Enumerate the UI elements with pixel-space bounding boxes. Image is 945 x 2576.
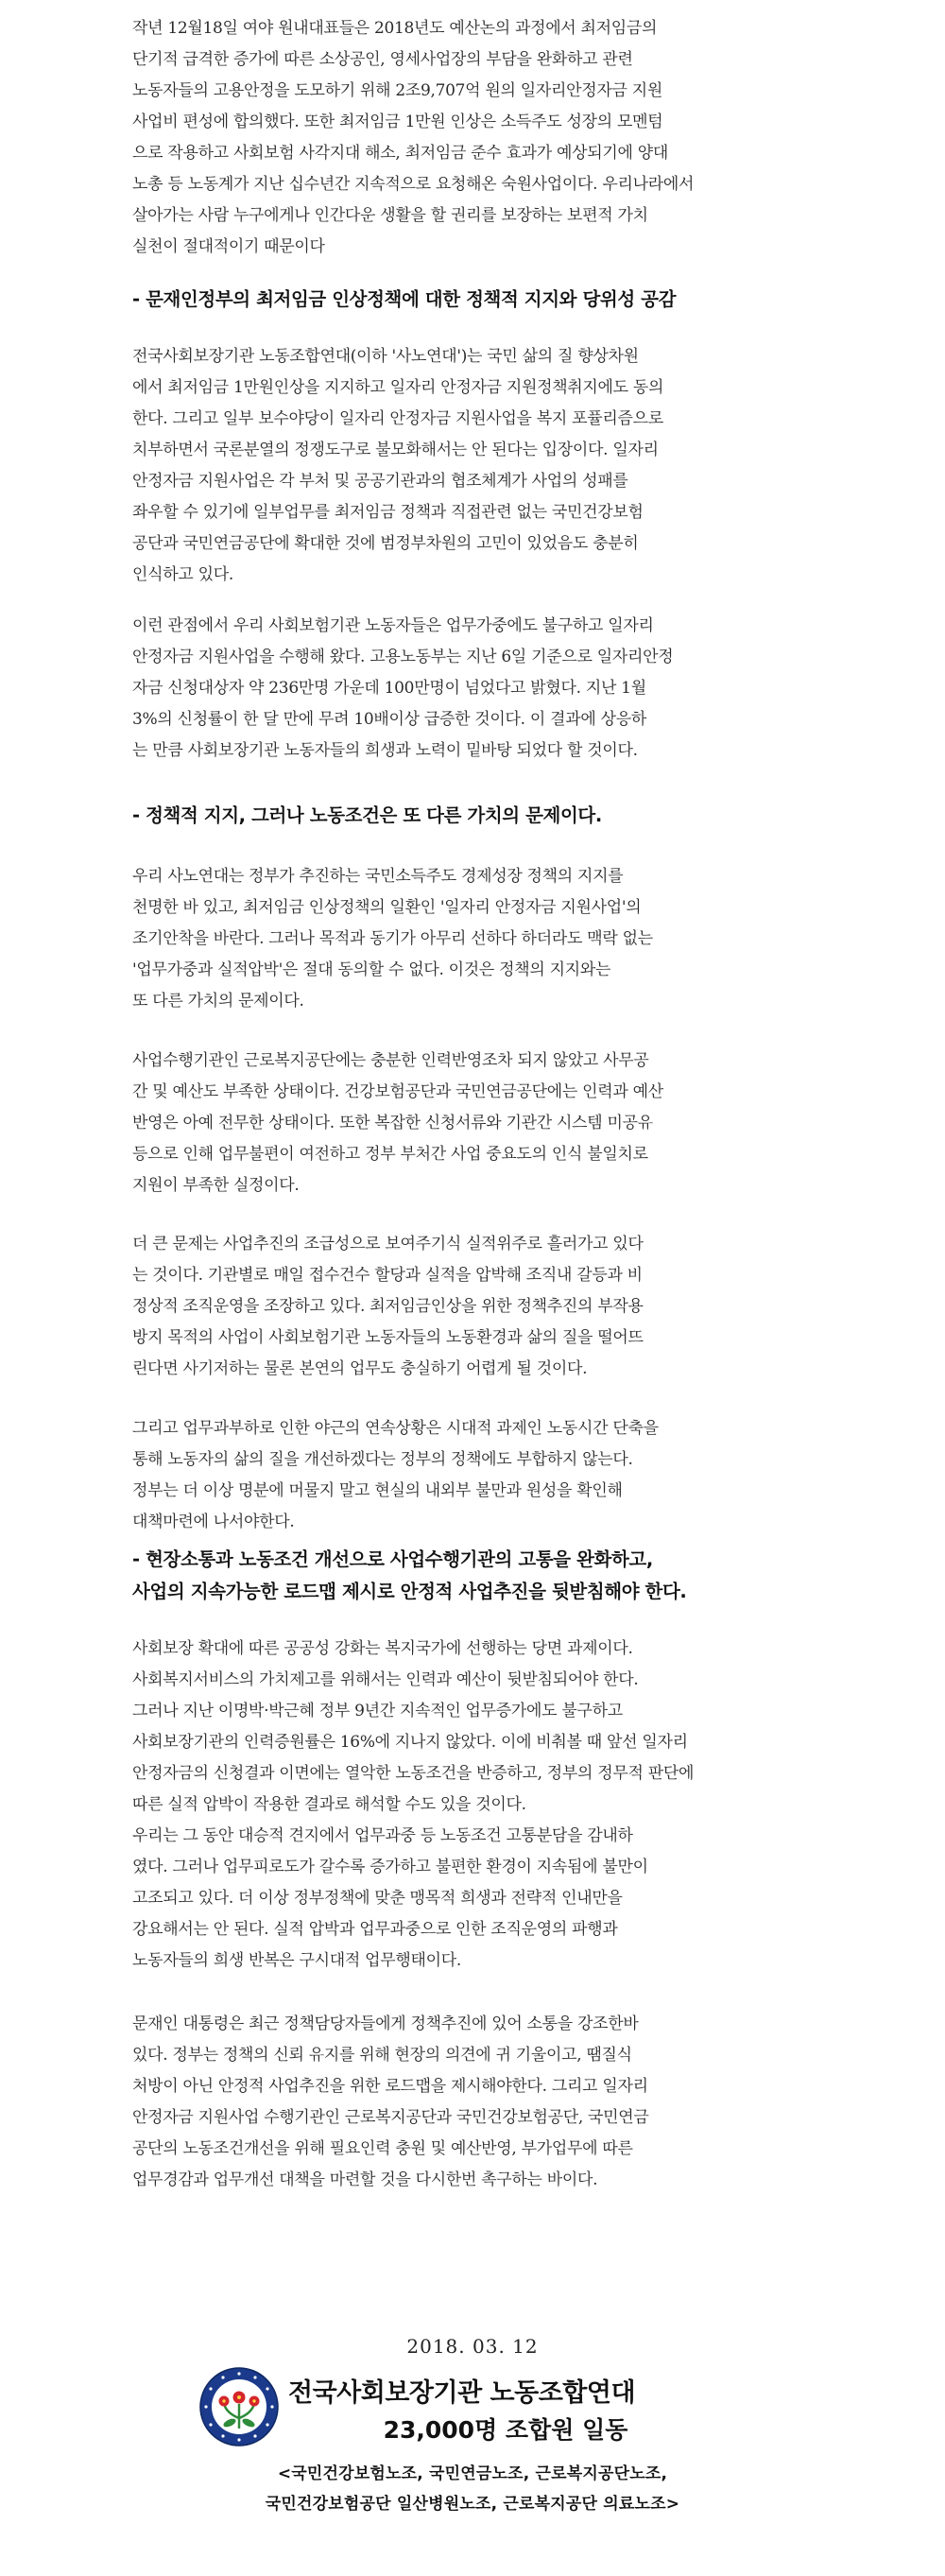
text-line: 사업비 편성에 합의했다. 또한 최저임금 1만원 인상은 소득주도 성장의 모멘텀 [132, 112, 663, 131]
text-line: 고조되고 있다. 더 이상 정부정책에 맞춘 맹목적 희생과 전략적 인내만을 [132, 1889, 623, 1908]
paragraph-closing-demand [132, 2009, 808, 2196]
text-line: 안정자금 지원사업은 각 부처 및 공공기관과의 협조체계가 사업의 성패를 [132, 472, 628, 491]
text-line: 문재인 대통령은 최근 정책담당자들에게 정책추진에 있어 소통을 강조한바 [132, 2014, 639, 2033]
union-emblem-icon [198, 2366, 280, 2447]
heading-line: - 현장소통과 노동조건 개선으로 사업수행기관의 고통을 완화하고, [132, 1548, 653, 1570]
heading-line: - 정책적 지지, 그러나 노동조건은 또 다른 가치의 문제이다. [132, 804, 602, 826]
text-line: 살아가는 사람 누구에게나 인간다운 생활을 할 권리를 보장하는 보편적 가치 [132, 206, 648, 225]
text-line: 안정자금 지원사업을 수행해 왔다. 고용노동부는 지난 6일 기준으로 일자리안정 [132, 648, 674, 666]
section-heading-policy-support [132, 284, 850, 316]
text-line: 한다. 그리고 일부 보수야당이 일자리 안정자금 지원사업을 복지 포퓰리즘으로 [132, 409, 663, 428]
statement-date: 2018. 03. 12 [406, 2335, 539, 2358]
heading-line: 사업의 지속가능한 로드맵 제시로 안정적 사업추진을 뒷받침해야 한다. [132, 1581, 687, 1602]
text-line: 그리고 업무과부하로 인한 야근의 연속상황은 시대적 과제인 노동시간 단축을 [132, 1419, 659, 1438]
text-line: 강요해서는 안 된다. 실적 압박과 업무과중으로 인한 조직운영의 파행과 [132, 1920, 618, 1939]
text-line: 공단의 노동조건개선을 위해 필요인력 충원 및 예산반영, 부가업무에 따른 [132, 2139, 633, 2158]
text-line: 는 만큼 사회보장기관 노동자들의 희생과 노력이 밑바탕 되었다 할 것이다. [132, 741, 638, 760]
text-line: 공단과 국민연금공단에 확대한 것에 범정부차원의 고민이 있었음도 충분히 [132, 534, 639, 553]
text-line: 노동자들의 고용안정을 도모하기 위해 2조9,707억 원의 일자리안정자금 지원 [132, 81, 662, 100]
text-line: 사회보장 확대에 따른 공공성 강화는 복지국가에 선행하는 당면 과제이다. [132, 1639, 633, 1658]
text-line: 치부하면서 국론분열의 정쟁도구로 불모화해서는 안 된다는 입장이다. 일자리 [132, 441, 659, 459]
text-line: 정상적 조직운영을 조장하고 있다. 최저임금인상을 위한 정책추진의 부작용 [132, 1297, 644, 1316]
text-line: '업무가중과 실적압박'은 절대 동의할 수 없다. 이것은 정책의 지지와는 [132, 960, 611, 979]
text-line: 자금 신청대상자 약 236만명 가운데 100만명이 넘었다고 밝혔다. 지난 1월 [132, 679, 646, 698]
paragraph-resource-shortage [132, 1046, 808, 1202]
heading-line: - 문재인정부의 최저임금 인상정책에 대한 정책적 지지와 당위성 공감 [132, 288, 677, 310]
text-line: 좌우할 수 있기에 일부업무를 최저임금 정책과 직접관련 없는 국민건강보험 [132, 503, 644, 522]
text-line: 이런 관점에서 우리 사회보험기관 노동자들은 업무가중에도 불구하고 일자리 [132, 616, 654, 635]
text-line: 천명한 바 있고, 최저임금 인상정책의 일환인 '일자리 안정자금 지원사업'의 [132, 898, 642, 917]
organization-name: 전국사회보장기관 노동조합연대 [288, 2378, 636, 2408]
text-line: 간 및 예산도 부족한 상태이다. 건강보험공단과 국민연금공단에는 인력과 예산 [132, 1082, 663, 1101]
text-line: 으로 작용하고 사회보험 사각지대 해소, 최저임금 준수 효과가 예상되기에 양대 [132, 144, 668, 163]
text-line: 그러나 지난 이명박·박근혜 정부 9년간 지속적인 업무증가에도 불구하고 [132, 1702, 623, 1720]
section-heading-working-conditions [132, 800, 850, 832]
text-line: 사회보장기관의 인력증원률은 16%에 지나지 않았다. 이에 비춰볼 때 앞선 일자리 [132, 1733, 688, 1752]
paragraph-intro [132, 13, 808, 263]
text-line: 처방이 아닌 안정적 사업추진을 위한 로드맵을 제시해야한다. 그리고 일자리 [132, 2077, 648, 2096]
text-line: 린다면 사기저하는 물론 본연의 업무도 충실하기 어렵게 될 것이다. [132, 1359, 588, 1378]
text-line: 전국사회보장기관 노동조합연대(이하 '사노연대')는 국민 삶의 질 향상차원 [132, 347, 639, 366]
text-line: 였다. 그러나 업무피로도가 갈수록 증가하고 불편한 환경이 지속됨에 불만이 [132, 1858, 648, 1876]
text-line: 더 큰 문제는 사업추진의 조급성으로 보여주기식 실적위주로 흘러가고 있다 [132, 1235, 644, 1253]
section-heading-roadmap [132, 1544, 850, 1608]
text-line: 사업수행기관인 근로복지공단에는 충분한 인력반영조차 되지 않았고 사무공 [132, 1051, 649, 1070]
text-line: 안정자금의 신청결과 이면에는 열악한 노동조건을 반증하고, 정부의 정무적 판단에 [132, 1764, 695, 1783]
text-line: 우리 사노연대는 정부가 추진하는 국민소득주도 경제성장 정책의 지지를 [132, 867, 624, 886]
text-line: 대책마련에 나서야한다. [132, 1513, 295, 1531]
text-line: 또 다른 가치의 문제이다. [132, 992, 304, 1011]
member-unions-line-1: <국민건강보험노조, 국민연금노조, 근로복지공단노조, [277, 2464, 668, 2483]
text-line: 3%의 신청률이 한 달 만에 무려 10배이상 급증한 것이다. 이 결과에 상응하 [132, 710, 646, 729]
text-line: 단기적 급격한 증가에 따른 소상공인, 영세사업장의 부담을 완화하고 관련 [132, 50, 633, 69]
text-line: 따른 실적 압박이 작용한 결과로 해석할 수도 있을 것이다. [132, 1795, 526, 1814]
paragraph-public-welfare [132, 1634, 808, 1977]
paragraph-performance-pressure [132, 1229, 808, 1385]
text-line: 지원이 부족한 실정이다. [132, 1176, 300, 1195]
text-line: 정부는 더 이상 명분에 머물지 말고 현실의 내외부 불만과 원성을 확인해 [132, 1481, 623, 1500]
text-line: 노동자들의 희생 반복은 구시대적 업무행태이다. [132, 1951, 461, 1970]
text-line: 사회복지서비스의 가치제고를 위해서는 인력과 예산이 뒷받침되어야 한다. [132, 1670, 639, 1689]
text-line: 에서 최저임금 1만원인상을 지지하고 일자리 안정자금 지원정책취지에도 동의 [132, 378, 664, 397]
paragraph-sanoyeondae-position [132, 341, 808, 591]
text-line: 우리는 그 동안 대승적 견지에서 업무과중 등 노동조건 고통분담을 감내하 [132, 1826, 633, 1845]
member-unions-line-2: 국민건강보험공단 일산병원노조, 근로복지공단 의료노조> [265, 2495, 680, 2514]
text-line: 등으로 인해 업무불편이 여전하고 정부 부처간 사업 중요도의 인식 불일치로 [132, 1145, 648, 1164]
text-line: 안정자금 지원사업 수행기관인 근로복지공단과 국민건강보험공단, 국민연금 [132, 2108, 649, 2127]
members-signature: 23,000명 조합원 일동 [383, 2416, 628, 2444]
paragraph-workers-effort [132, 611, 808, 767]
text-line: 반영은 아예 전무한 상태이다. 또한 복잡한 신청서류와 기관간 시스템 미공유 [132, 1114, 653, 1132]
paragraph-overtime [132, 1413, 808, 1538]
text-line: 조기안착을 바란다. 그러나 목적과 동기가 아무리 선하다 하더라도 맥락 없는 [132, 929, 653, 948]
text-line: 실천이 절대적이기 때문이다 [132, 237, 325, 256]
text-line: 작년 12월18일 여야 원내대표들은 2018년도 예산논의 과정에서 최저임금의 [132, 19, 658, 38]
text-line: 인식하고 있다. [132, 565, 233, 584]
text-line: 방지 목적의 사업이 사회보험기관 노동자들의 노동환경과 삶의 질을 떨어뜨 [132, 1328, 644, 1347]
text-line: 노총 등 노동계가 지난 십수년간 지속적으로 요청해온 숙원사업이다. 우리나라에서 [132, 175, 695, 194]
text-line: 업무경감과 업무개선 대책을 마련할 것을 다시한번 촉구하는 바이다. [132, 2170, 598, 2189]
paragraph-support-but [132, 861, 808, 1017]
text-line: 통해 노동자의 삶의 질을 개선하겠다는 정부의 정책에도 부합하지 않는다. [132, 1450, 633, 1469]
text-line: 는 것이다. 기관별로 매일 접수건수 할당과 실적을 압박해 조직내 갈등과 비 [132, 1266, 643, 1285]
text-line: 있다. 정부는 정책의 신뢰 유지를 위해 현장의 의견에 귀 기울이고, 땜질식 [132, 2046, 632, 2065]
